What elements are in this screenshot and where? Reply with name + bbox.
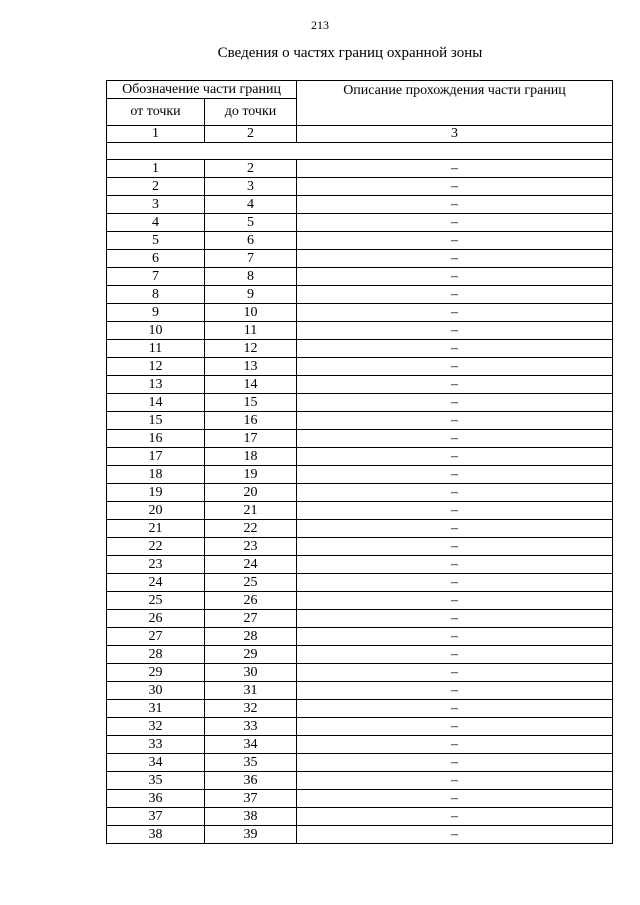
boundary-table: [106, 80, 613, 844]
description-cell: –: [297, 340, 613, 358]
table-row: [107, 646, 613, 664]
description-cell: –: [297, 628, 613, 646]
from-point-cell: 10: [107, 322, 205, 340]
description-cell: –: [297, 682, 613, 700]
description-cell: –: [297, 484, 613, 502]
from-point-cell: 20: [107, 502, 205, 520]
to-point-cell: 37: [205, 790, 297, 808]
to-point-cell: 6: [205, 232, 297, 250]
description-cell: –: [297, 772, 613, 790]
description-cell: –: [297, 736, 613, 754]
to-point-cell: 14: [205, 376, 297, 394]
to-point-cell: 15: [205, 394, 297, 412]
header-from-point: от точки: [107, 99, 205, 126]
description-cell: –: [297, 430, 613, 448]
table-row: [107, 304, 613, 322]
description-cell: –: [297, 664, 613, 682]
description-cell: –: [297, 448, 613, 466]
from-point-cell: 15: [107, 412, 205, 430]
description-cell: –: [297, 826, 613, 844]
from-point-cell: 26: [107, 610, 205, 628]
blank-cell: [107, 143, 613, 160]
from-point-cell: 13: [107, 376, 205, 394]
from-point-cell: 5: [107, 232, 205, 250]
description-cell: –: [297, 754, 613, 772]
to-point-cell: 23: [205, 538, 297, 556]
table-row: [107, 736, 613, 754]
table-row: [107, 574, 613, 592]
to-point-cell: 22: [205, 520, 297, 538]
from-point-cell: 22: [107, 538, 205, 556]
description-cell: –: [297, 538, 613, 556]
from-point-cell: 35: [107, 772, 205, 790]
from-point-cell: 1: [107, 160, 205, 178]
to-point-cell: 11: [205, 322, 297, 340]
from-point-cell: 33: [107, 736, 205, 754]
table-row: [107, 322, 613, 340]
to-point-cell: 16: [205, 412, 297, 430]
table-row: [107, 592, 613, 610]
to-point-cell: 38: [205, 808, 297, 826]
to-point-cell: 33: [205, 718, 297, 736]
from-point-cell: 16: [107, 430, 205, 448]
description-cell: –: [297, 700, 613, 718]
table-row: [107, 700, 613, 718]
to-point-cell: 39: [205, 826, 297, 844]
to-point-cell: 9: [205, 286, 297, 304]
table-row: [107, 556, 613, 574]
from-point-cell: 25: [107, 592, 205, 610]
to-point-cell: 12: [205, 340, 297, 358]
table-row: [107, 214, 613, 232]
from-point-cell: 27: [107, 628, 205, 646]
from-point-cell: 9: [107, 304, 205, 322]
page-title: Сведения о частях границ охранной зоны: [217, 45, 483, 61]
table-row: [107, 502, 613, 520]
table-row: [107, 430, 613, 448]
to-point-cell: 20: [205, 484, 297, 502]
to-point-cell: 19: [205, 466, 297, 484]
from-point-cell: 2: [107, 178, 205, 196]
from-point-cell: 32: [107, 718, 205, 736]
from-point-cell: 37: [107, 808, 205, 826]
to-point-cell: 34: [205, 736, 297, 754]
table-row: [107, 610, 613, 628]
table-row: [107, 250, 613, 268]
header-to-point: до точки: [205, 99, 297, 126]
description-cell: –: [297, 808, 613, 826]
from-point-cell: 36: [107, 790, 205, 808]
table-row: [107, 718, 613, 736]
table-body: [107, 160, 613, 844]
column-number: 2: [205, 126, 297, 143]
to-point-cell: 31: [205, 682, 297, 700]
description-cell: –: [297, 394, 613, 412]
description-cell: –: [297, 196, 613, 214]
table-row: [107, 232, 613, 250]
description-cell: –: [297, 214, 613, 232]
from-point-cell: 18: [107, 466, 205, 484]
description-cell: –: [297, 376, 613, 394]
from-point-cell: 12: [107, 358, 205, 376]
description-cell: –: [297, 178, 613, 196]
table-row: [107, 358, 613, 376]
description-cell: –: [297, 646, 613, 664]
table-row: [107, 376, 613, 394]
from-point-cell: 7: [107, 268, 205, 286]
from-point-cell: 3: [107, 196, 205, 214]
table-row: [107, 682, 613, 700]
table-row: [107, 664, 613, 682]
to-point-cell: 5: [205, 214, 297, 232]
to-point-cell: 17: [205, 430, 297, 448]
to-point-cell: 10: [205, 304, 297, 322]
from-point-cell: 6: [107, 250, 205, 268]
page-number: 213: [311, 18, 329, 32]
to-point-cell: 7: [205, 250, 297, 268]
table-row: [107, 286, 613, 304]
from-point-cell: 29: [107, 664, 205, 682]
description-cell: –: [297, 304, 613, 322]
table-row: [107, 160, 613, 178]
to-point-cell: 36: [205, 772, 297, 790]
to-point-cell: 27: [205, 610, 297, 628]
to-point-cell: 3: [205, 178, 297, 196]
blank-row: [107, 143, 613, 160]
from-point-cell: 11: [107, 340, 205, 358]
to-point-cell: 32: [205, 700, 297, 718]
description-cell: –: [297, 556, 613, 574]
description-cell: –: [297, 610, 613, 628]
description-cell: –: [297, 520, 613, 538]
from-point-cell: 14: [107, 394, 205, 412]
from-point-cell: 23: [107, 556, 205, 574]
from-point-cell: 34: [107, 754, 205, 772]
description-cell: –: [297, 250, 613, 268]
to-point-cell: 25: [205, 574, 297, 592]
table-row: [107, 484, 613, 502]
description-cell: –: [297, 718, 613, 736]
to-point-cell: 29: [205, 646, 297, 664]
table-row: [107, 520, 613, 538]
description-cell: –: [297, 502, 613, 520]
description-cell: –: [297, 790, 613, 808]
header-description: Описание прохождения части границ: [297, 81, 613, 126]
to-point-cell: 24: [205, 556, 297, 574]
to-point-cell: 4: [205, 196, 297, 214]
from-point-cell: 4: [107, 214, 205, 232]
from-point-cell: 21: [107, 520, 205, 538]
table-row: [107, 790, 613, 808]
description-cell: –: [297, 574, 613, 592]
to-point-cell: 30: [205, 664, 297, 682]
to-point-cell: 13: [205, 358, 297, 376]
column-number: 3: [297, 126, 613, 143]
to-point-cell: 18: [205, 448, 297, 466]
table-row: [107, 196, 613, 214]
table-row: [107, 754, 613, 772]
table-row: [107, 268, 613, 286]
to-point-cell: 26: [205, 592, 297, 610]
from-point-cell: 31: [107, 700, 205, 718]
description-cell: –: [297, 358, 613, 376]
column-number: 1: [107, 126, 205, 143]
table-row: [107, 772, 613, 790]
from-point-cell: 24: [107, 574, 205, 592]
table-row: [107, 340, 613, 358]
table-row: [107, 808, 613, 826]
table-row: [107, 178, 613, 196]
table-row: [107, 448, 613, 466]
from-point-cell: 28: [107, 646, 205, 664]
to-point-cell: 21: [205, 502, 297, 520]
table-row: [107, 412, 613, 430]
description-cell: –: [297, 160, 613, 178]
to-point-cell: 35: [205, 754, 297, 772]
description-cell: –: [297, 286, 613, 304]
description-cell: –: [297, 268, 613, 286]
from-point-cell: 17: [107, 448, 205, 466]
from-point-cell: 38: [107, 826, 205, 844]
from-point-cell: 8: [107, 286, 205, 304]
table-row: [107, 628, 613, 646]
description-cell: –: [297, 592, 613, 610]
description-cell: –: [297, 466, 613, 484]
to-point-cell: 28: [205, 628, 297, 646]
table-row: [107, 466, 613, 484]
from-point-cell: 19: [107, 484, 205, 502]
description-cell: –: [297, 322, 613, 340]
to-point-cell: 8: [205, 268, 297, 286]
to-point-cell: 2: [205, 160, 297, 178]
table-row: [107, 538, 613, 556]
description-cell: –: [297, 232, 613, 250]
from-point-cell: 30: [107, 682, 205, 700]
description-cell: –: [297, 412, 613, 430]
table-row: [107, 826, 613, 844]
table-row: [107, 394, 613, 412]
header-boundary-designation: Обозначение части границ: [107, 81, 297, 99]
